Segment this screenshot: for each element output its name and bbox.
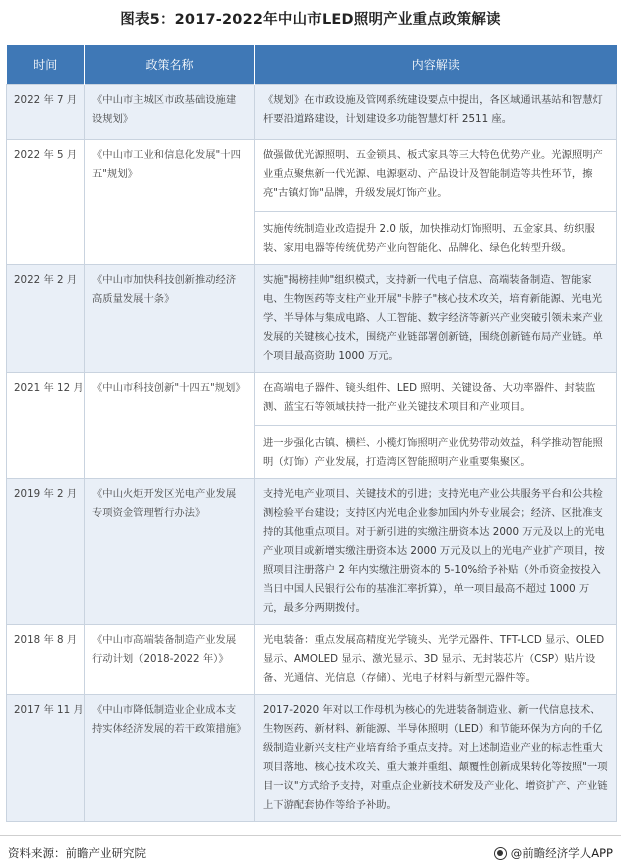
content-text: 做强做优光源照明、五金锁具、板式家具等三大特色优势产业。光源照明产业重点聚焦新一代光源、电源驱动、产品设计及智能制造等共性环节，擦亮"古镇灯饰"品牌，升级发展灯饰产业。	[263, 148, 603, 199]
row-content	[255, 624, 617, 694]
row-content	[255, 372, 617, 478]
content-paragraph	[255, 211, 616, 258]
footer	[0, 835, 621, 868]
table-row	[7, 84, 617, 139]
table-row	[7, 372, 617, 478]
row-time: 2018 年 8 月	[7, 624, 85, 694]
brand-text: @前瞻经济学人APP	[510, 846, 613, 860]
content-paragraph	[263, 146, 608, 203]
content-paragraph	[263, 91, 608, 133]
content-paragraph	[263, 701, 608, 815]
row-content	[255, 139, 617, 264]
content-paragraph	[255, 425, 616, 472]
row-content	[255, 694, 617, 821]
row-policy-name: 《中山市降低制造业企业成本支持实体经济发展的若干政策措施》	[85, 694, 255, 821]
brand-credit	[494, 845, 613, 861]
row-policy-name: 《中山市主城区市政基础设施建设规划》	[85, 84, 255, 139]
content-paragraph	[263, 271, 608, 366]
row-policy-name: 《中山市加快科技创新推动经济高质量发展十条》	[85, 264, 255, 372]
content-text: 实施"揭榜挂帅"组织模式，支持新一代电子信息、高端装备制造、智能家电、生物医药等支柱产业开展"卡脖子"核心技术攻关，培育新能源、光电光学、半导体与集成电路、人工智能、数字经济等新兴产业突破引领未来产业发展的关键核心技术，围绕产业链部署创新链，围绕创新链布局产业链。单个项目最高资助 1000 万元。	[263, 273, 603, 362]
content-text: 支持光电产业项目、关键技术的引进；支持光电产业公共服务平台和公共检测检验平台建设；支持区内光电企业参加国内外专业展会；经济、区批准支持的其他重点项目。对于新引进的实缴注册资本达 2000 万元及以上的光电产业项目或新增实缴注册资本达 2000 万元及以上的光电产业扩产项目，按照项目注册落户 2 年内实缴注册资本的 5-10%给予补贴（外币资金按投入当日中国人民银行公布的基准汇率折算），单一项目最高不超过 1000 万元，最多分两期拨付。	[263, 487, 605, 614]
row-content	[255, 264, 617, 372]
header-policy-name: 政策名称	[85, 45, 255, 84]
table-header-row	[7, 45, 617, 84]
table-row	[7, 264, 617, 372]
qianzhan-logo-icon	[494, 847, 507, 860]
source-note: 资料来源：前瞻产业研究院	[8, 846, 146, 860]
page-title: 图表5：2017-2022年中山市LED照明产业重点政策解读	[120, 12, 501, 28]
content-paragraph	[263, 379, 608, 417]
table-row	[7, 624, 617, 694]
table-row	[7, 478, 617, 624]
row-content	[255, 84, 617, 139]
policy-table	[6, 45, 617, 822]
content-text: 2017-2020 年对以工作母机为核心的先进装备制造业、新一代信息技术、生物医药、新材料、新能源、半导体照明（LED）和节能环保为方向的千亿级制造业新兴支柱产业培育给予重点支持。对上述制造业产业的标志性重大项目落地、核心技术攻关、重大兼并重组、颠覆性创新成果转化等按照"一项目一议"方式给予支持，对重点企业新技术研发及产业化、增资扩产、产业链上下游配套协作等给予补助。	[263, 703, 608, 811]
row-time: 2021 年 12 月	[7, 372, 85, 478]
content-text: 在高端电子器件、镜头组件、LED 照明、关键设备、大功率器件、封装监测、蓝宝石等领域扶持一批产业关键技术项目和产业项目。	[263, 381, 596, 413]
row-policy-name: 《中山市高端装备制造产业发展行动计划（2018-2022 年）》	[85, 624, 255, 694]
table-row	[7, 139, 617, 264]
row-time: 2017 年 11 月	[7, 694, 85, 821]
row-time: 2022 年 5 月	[7, 139, 85, 264]
content-text: 实施传统制造业改造提升 2.0 版，加快推动灯饰照明、五金家具、纺织服装、家用电器等传统优势产业向智能化、品牌化、绿色化转型升级。	[263, 222, 595, 254]
content-paragraph	[263, 485, 608, 618]
content-paragraph	[263, 631, 608, 688]
row-time: 2022 年 7 月	[7, 84, 85, 139]
row-time: 2019 年 2 月	[7, 478, 85, 624]
row-policy-name: 《中山市科技创新"十四五"规划》	[85, 372, 255, 478]
header-content: 内容解读	[255, 45, 617, 84]
content-text: 进一步强化古镇、横栏、小榄灯饰照明产业优势带动效益，科学推动智能照明（灯饰）产业发展，打造湾区智能照明产业重要集聚区。	[263, 436, 603, 468]
content-text: 光电装备：重点发展高精度光学镜头、光学元器件、TFT-LCD 显示、OLED 显示、AMOLED 显示、激光显示、3D 显示、无封装芯片（CSP）贴片设备、光通信、光信息（存储）、光电子材料与新型元器件等。	[263, 633, 605, 684]
table-row	[7, 694, 617, 821]
content-text: 《规划》在市政设施及管网系统建设要点中提出，各区域通讯基站和智慧灯杆要沿道路建设，计划建设多功能智慧灯杆 2511 座。	[263, 93, 603, 125]
row-policy-name: 《中山市工业和信息化发展"十四五"规划》	[85, 139, 255, 264]
row-policy-name: 《中山火炬开发区光电产业发展专项资金管理暂行办法》	[85, 478, 255, 624]
row-content	[255, 478, 617, 624]
header-time: 时间	[7, 45, 85, 84]
row-time: 2022 年 2 月	[7, 264, 85, 372]
